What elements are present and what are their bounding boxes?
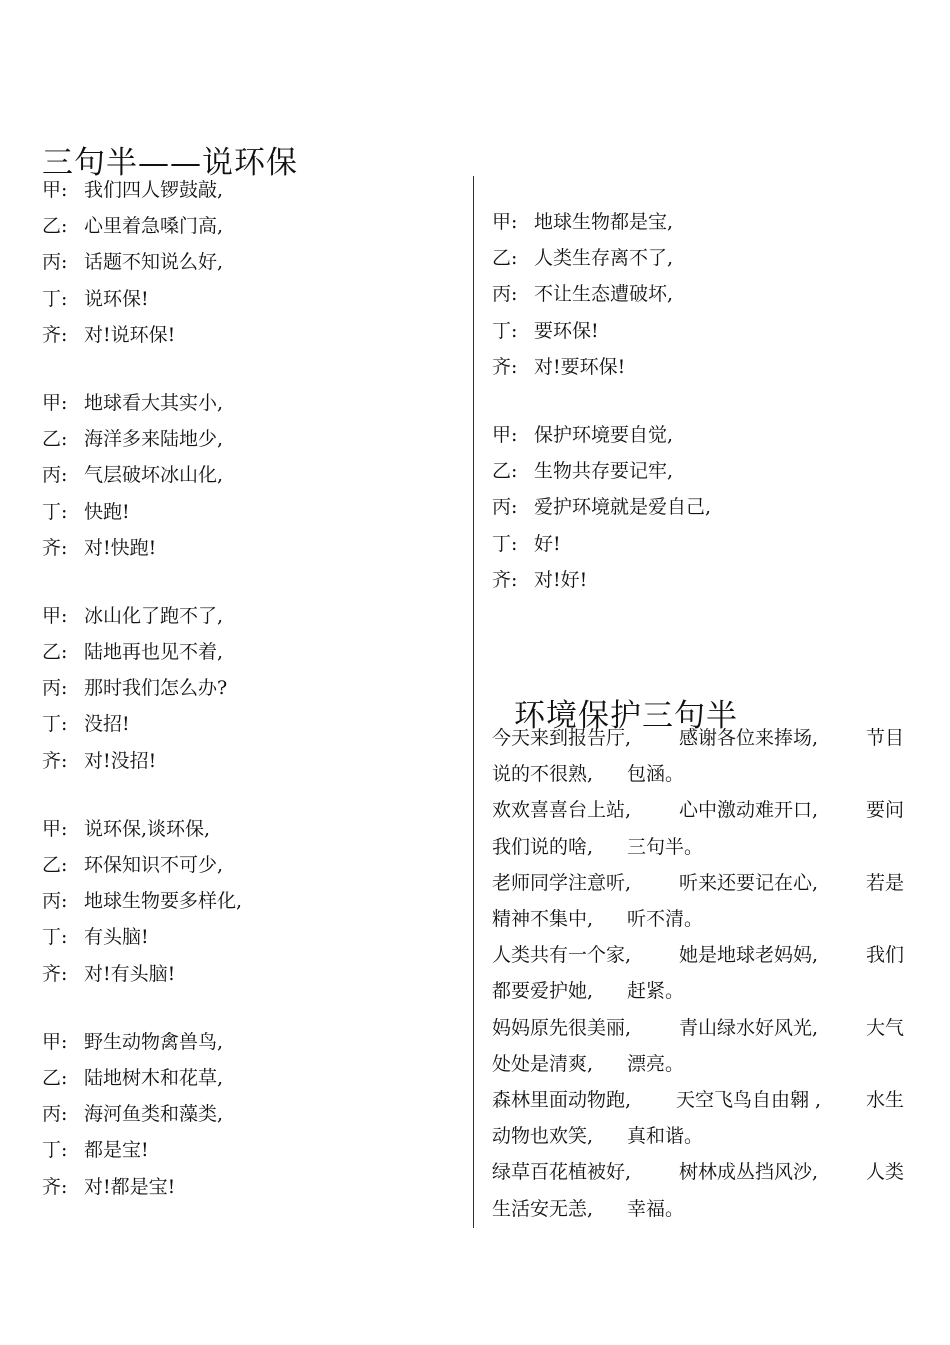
prose-row xyxy=(492,720,904,756)
prose-phrase: 节目 xyxy=(865,727,904,749)
dialogue-line xyxy=(42,1096,452,1132)
prose-phrase: 妈妈原先很美丽, xyxy=(492,1016,632,1039)
prose-phrase: 真和谐。 xyxy=(627,1125,704,1148)
dialogue-line xyxy=(42,494,452,530)
dialogue-line xyxy=(42,1132,452,1168)
speaker-label: 甲: xyxy=(492,211,518,233)
prose-section xyxy=(492,720,904,1227)
line-text: 爱护环境就是爱自己, xyxy=(534,496,712,519)
speaker-label: 甲: xyxy=(42,1030,68,1053)
speaker-label: 丁: xyxy=(492,532,518,555)
dialogue-line xyxy=(42,1024,452,1060)
prose-row xyxy=(492,973,904,1009)
dialogue-line xyxy=(42,634,452,670)
speaker-label: 丙: xyxy=(42,890,68,913)
dialogue-line xyxy=(42,244,452,280)
speaker-label: 甲: xyxy=(42,604,68,627)
prose-phrase: 树林成丛挡风沙, xyxy=(678,1161,819,1184)
prose-phrase: 她是地球老妈妈, xyxy=(678,944,819,967)
dialogue-line xyxy=(42,670,452,706)
prose-phrase: 我们说的啥, xyxy=(492,835,594,858)
line-text: 野生动物禽兽鸟, xyxy=(84,1030,224,1053)
left-column xyxy=(42,172,452,1237)
speaker-label: 丁: xyxy=(42,1139,68,1162)
line-text: 对!快跑! xyxy=(84,536,157,559)
prose-phrase: 森林里面动物跑, xyxy=(492,1089,632,1112)
line-text: 不让生态遭破坏, xyxy=(534,283,674,306)
dialogue-line xyxy=(42,172,452,208)
prose-phrase: 生活安无恙, xyxy=(492,1197,594,1220)
dialogue-line xyxy=(42,811,452,847)
line-text: 说环保! xyxy=(84,287,149,310)
dialogue-line xyxy=(492,526,904,562)
line-text: 海洋多来陆地少, xyxy=(84,428,224,451)
prose-row xyxy=(492,756,904,792)
dialogue-line xyxy=(42,530,452,566)
speaker-label: 乙: xyxy=(42,854,68,876)
prose-row xyxy=(492,1010,904,1046)
prose-phrase: 处处是清爽, xyxy=(492,1052,594,1075)
stanza xyxy=(492,417,904,598)
line-text: 地球看大其实小, xyxy=(84,391,224,414)
line-text: 陆地树木和花草, xyxy=(84,1066,224,1089)
speaker-label: 甲: xyxy=(42,391,68,414)
dialogue-line xyxy=(42,421,452,457)
prose-phrase: 今天来到报告厅, xyxy=(492,727,632,749)
page-title-left: 三句半——说环保 xyxy=(42,144,298,181)
dialogue-line xyxy=(42,317,452,353)
speaker-label: 乙: xyxy=(42,215,68,238)
dialogue-line xyxy=(492,313,904,349)
column-divider xyxy=(473,176,474,1228)
prose-phrase: 大气 xyxy=(865,1016,904,1039)
speaker-label: 乙: xyxy=(492,247,518,270)
line-text: 陆地再也见不着, xyxy=(84,641,224,664)
section-title-right: 环境保护三句半 xyxy=(514,697,738,734)
dialogue-line xyxy=(42,1169,452,1205)
speaker-label: 丁: xyxy=(492,319,518,342)
speaker-label: 乙: xyxy=(42,641,68,664)
speaker-label: 乙: xyxy=(42,428,68,451)
line-text: 说环保,谈环保, xyxy=(84,817,211,840)
prose-phrase: 天空飞鸟自由翱 , xyxy=(675,1089,822,1112)
speaker-label: 乙: xyxy=(492,460,518,483)
stanza xyxy=(42,172,452,353)
prose-paragraph xyxy=(492,865,904,937)
line-text: 要环保! xyxy=(534,319,599,342)
dialogue-line xyxy=(42,208,452,244)
speaker-label: 丙: xyxy=(42,464,68,487)
prose-phrase: 心中激动难开口, xyxy=(678,799,819,822)
speaker-label: 甲: xyxy=(42,817,68,840)
prose-phrase: 漂亮。 xyxy=(627,1052,685,1075)
prose-phrase: 说的不很熟, xyxy=(492,763,594,786)
prose-phrase: 幸福。 xyxy=(627,1197,685,1220)
speaker-label: 丙: xyxy=(42,677,68,700)
prose-phrase: 水生 xyxy=(865,1089,904,1112)
dialogue-line xyxy=(492,204,904,240)
dialogue-line xyxy=(42,281,452,317)
line-text: 对!说环保! xyxy=(84,323,176,346)
prose-paragraph xyxy=(492,937,904,1009)
stanza xyxy=(42,1024,452,1205)
prose-phrase: 赶紧。 xyxy=(627,980,685,1003)
prose-row xyxy=(492,1046,904,1082)
dialogue-line xyxy=(42,385,452,421)
prose-phrase: 欢欢喜喜台上站, xyxy=(492,799,632,822)
line-text: 对!都是宝! xyxy=(84,1175,176,1198)
line-text: 话题不知说么好, xyxy=(84,251,224,274)
dialogue-line xyxy=(42,598,452,634)
prose-row xyxy=(492,865,904,901)
prose-row xyxy=(492,901,904,937)
dialogue-line xyxy=(42,919,452,955)
dialogue-line xyxy=(492,240,904,276)
speaker-label: 齐: xyxy=(42,323,68,346)
prose-phrase: 青山绿水好风光, xyxy=(678,1016,819,1039)
line-text: 那时我们怎么办? xyxy=(84,677,228,700)
prose-phrase: 要问 xyxy=(865,799,904,822)
prose-row xyxy=(492,1154,904,1190)
speaker-label: 丁: xyxy=(42,926,68,949)
line-text: 快跑! xyxy=(84,500,130,523)
prose-paragraph xyxy=(492,720,904,792)
dialogue-line xyxy=(42,706,452,742)
prose-phrase: 人类 xyxy=(865,1161,904,1184)
stanza xyxy=(492,204,904,385)
speaker-label: 丙: xyxy=(492,496,518,519)
speaker-label: 丙: xyxy=(42,1103,68,1126)
speaker-label: 丁: xyxy=(42,287,68,310)
dialogue-line xyxy=(42,883,452,919)
dialogue-line xyxy=(492,562,904,598)
dialogue-line xyxy=(42,1060,452,1096)
prose-row xyxy=(492,829,904,865)
prose-phrase: 绿草百花植被好, xyxy=(492,1161,632,1184)
prose-paragraph xyxy=(492,792,904,864)
stanza xyxy=(42,385,452,566)
prose-row xyxy=(492,937,904,973)
speaker-label: 丁: xyxy=(42,500,68,523)
speaker-label: 齐: xyxy=(42,536,68,559)
prose-row xyxy=(492,1191,904,1227)
dialogue-line xyxy=(492,453,904,489)
prose-paragraph xyxy=(492,1082,904,1154)
speaker-label: 丁: xyxy=(42,713,68,736)
prose-phrase: 人类共有一个家, xyxy=(492,944,632,967)
prose-phrase: 三句半。 xyxy=(627,835,704,858)
speaker-label: 丙: xyxy=(492,283,518,306)
prose-phrase: 若是 xyxy=(865,871,904,894)
line-text: 对!好! xyxy=(534,568,588,591)
prose-paragraph xyxy=(492,1154,904,1226)
speaker-label: 齐: xyxy=(42,749,68,772)
line-text: 保护环境要自觉, xyxy=(534,423,674,446)
speaker-label: 齐: xyxy=(42,962,68,985)
speaker-label: 齐: xyxy=(42,1175,68,1198)
stanza xyxy=(42,811,452,992)
speaker-label: 丙: xyxy=(42,251,68,274)
dialogue-line xyxy=(492,489,904,525)
prose-phrase: 动物也欢笑, xyxy=(492,1125,594,1148)
speaker-label: 齐: xyxy=(492,355,518,378)
line-text: 对!没招! xyxy=(84,749,157,772)
speaker-label: 齐: xyxy=(492,568,518,591)
line-text: 环保知识不可少, xyxy=(84,854,224,876)
dialogue-line xyxy=(492,276,904,312)
speaker-label: 乙: xyxy=(42,1066,68,1089)
line-text: 好! xyxy=(534,532,561,555)
line-text: 地球生物要多样化, xyxy=(84,890,243,913)
line-text: 都是宝! xyxy=(84,1139,149,1162)
prose-phrase: 都要爱护她, xyxy=(492,980,594,1003)
speaker-label: 甲: xyxy=(42,179,68,201)
dialogue-line xyxy=(492,417,904,453)
right-column xyxy=(492,204,904,630)
line-text: 有头脑! xyxy=(84,926,149,949)
dialogue-line xyxy=(492,349,904,385)
line-text: 没招! xyxy=(84,713,130,736)
line-text: 生物共存要记牢, xyxy=(534,460,674,483)
speaker-label: 甲: xyxy=(492,423,518,446)
line-text: 对!要环保! xyxy=(534,355,626,378)
prose-phrase: 感谢各位来捧场, xyxy=(678,727,819,749)
dialogue-line xyxy=(42,956,452,992)
line-text: 对!有头脑! xyxy=(84,962,176,985)
dialogue-line xyxy=(42,457,452,493)
dialogue-line xyxy=(42,847,452,883)
prose-row xyxy=(492,792,904,828)
prose-phrase: 听来还要记在心, xyxy=(678,871,819,894)
line-text: 我们四人锣鼓敲, xyxy=(84,179,224,201)
line-text: 海河鱼类和藻类, xyxy=(84,1103,224,1126)
line-text: 地球生物都是宝, xyxy=(534,211,674,233)
line-text: 人类生存离不了, xyxy=(534,247,674,270)
line-text: 冰山化了跑不了, xyxy=(84,604,224,627)
dialogue-line xyxy=(42,743,452,779)
prose-paragraph xyxy=(492,1010,904,1082)
line-text: 气层破坏冰山化, xyxy=(84,464,224,487)
stanza xyxy=(42,598,452,779)
prose-phrase: 老师同学注意听, xyxy=(492,871,632,894)
prose-row xyxy=(492,1118,904,1154)
prose-phrase: 听不清。 xyxy=(627,908,704,931)
prose-row xyxy=(492,1082,904,1118)
prose-phrase: 包涵。 xyxy=(627,763,685,786)
line-text: 心里着急嗓门高, xyxy=(84,215,224,238)
prose-phrase: 精神不集中, xyxy=(492,908,594,931)
prose-phrase: 我们 xyxy=(865,944,904,967)
